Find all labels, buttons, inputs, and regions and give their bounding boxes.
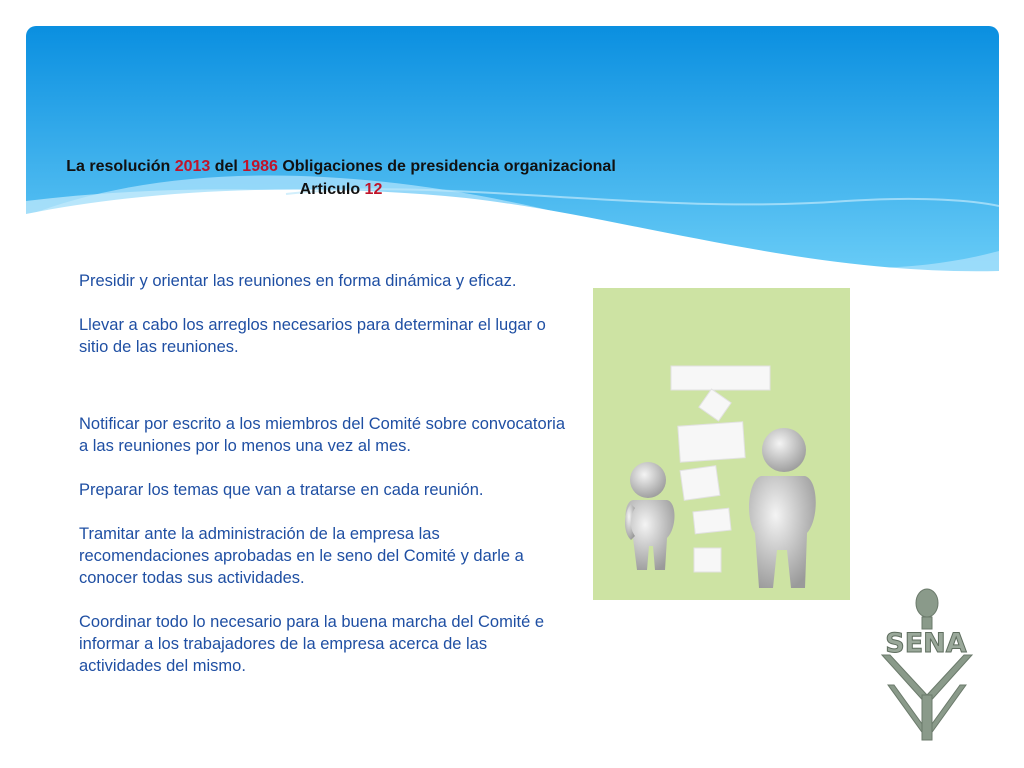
title-year-1986: 1986 (242, 158, 278, 175)
title-line-1 (26, 155, 656, 178)
logo-wordmark: SENA (885, 628, 967, 659)
title-mid: del (210, 158, 243, 175)
list-item: Presidir y orientar las reuniones en forma dinámica y eficaz. (79, 272, 517, 290)
article-number: 12 (364, 181, 383, 198)
article-label: Articulo (299, 181, 365, 198)
title-year-2013: 2013 (174, 158, 211, 175)
list-item: Llevar a cabo los arreglos necesarios para determinar el lugar o sitio de las reuniones. (79, 316, 546, 356)
illustration-people-blocks (593, 288, 850, 600)
small-person-icon (625, 462, 675, 570)
title-line-2 (26, 178, 656, 201)
slide-title (26, 155, 656, 201)
list-item: Preparar los temas que van a tratarse en cada reunión. (79, 481, 484, 499)
tall-person-icon (749, 428, 816, 588)
list-item: Tramitar ante la administración de la empresa las recomendaciones aprobadas en le seno del Comité y darle a conocer todas sus actividades. (79, 525, 524, 587)
title-suffix: Obligaciones de presidencia organizacional (277, 158, 616, 175)
stacked-blocks-icon (671, 366, 770, 572)
list-item: Coordinar todo lo necesario para la buena marcha del Comité e informar a los trabajadores de la empresa acerca de las actividades del mismo. (79, 613, 545, 675)
list-item: Notificar por escrito a los miembros del Comité sobre convocatoria a las reuniones por lo menos una vez al mes. (79, 415, 566, 455)
obligations-list (79, 270, 569, 677)
title-prefix: La resolución (66, 158, 175, 175)
sena-logo (872, 585, 980, 745)
